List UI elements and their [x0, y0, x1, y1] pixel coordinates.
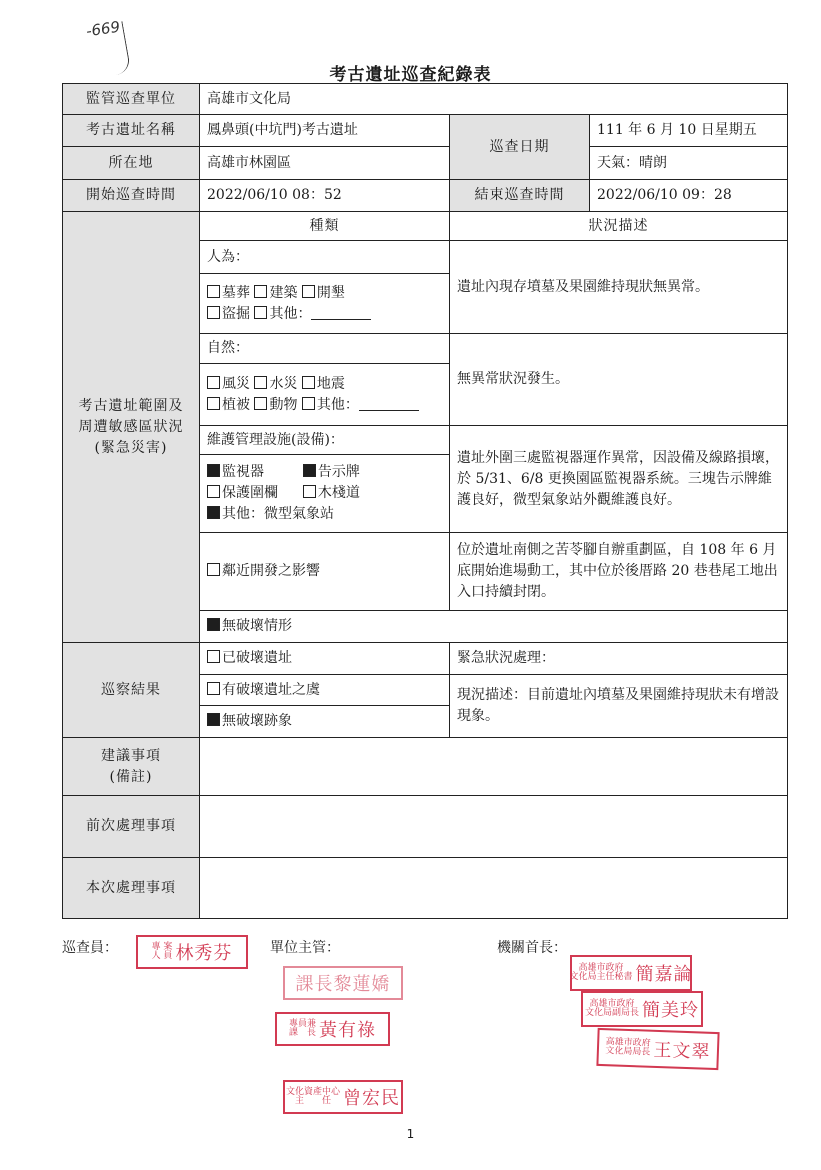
current-action-value	[200, 858, 788, 919]
end-time-label: 結束巡查時間	[450, 180, 590, 212]
nearby-development	[200, 533, 450, 611]
option-human-other: 其他：	[269, 305, 312, 322]
checkbox-flood[interactable]	[254, 376, 267, 389]
checkbox-none[interactable]	[207, 713, 220, 726]
result-none-label: 無破壞跡象	[222, 713, 292, 729]
nature-description: 無異常狀況發生。	[450, 334, 788, 426]
option-animal: 動物	[269, 396, 298, 413]
option-wind: 風災	[222, 375, 250, 392]
start-time-value: 2022/06/10 08：52	[200, 180, 450, 212]
site-value: 鳳鼻頭(中坑門)考古遺址	[200, 115, 450, 147]
unit-value: 高雄市文化局	[200, 84, 788, 115]
nature-other-blank	[359, 398, 419, 411]
checkbox-cctv[interactable]	[207, 464, 220, 477]
director-stamp: 高雄市政府 文化局局長 王文翠	[596, 1028, 719, 1070]
checkbox-human-other[interactable]	[254, 306, 267, 319]
date-label: 巡查日期	[450, 115, 590, 180]
checkbox-signboard[interactable]	[303, 464, 316, 477]
suggestion-label	[63, 738, 200, 796]
human-description: 遺址內現存墳墓及果園維持現狀無異常。	[450, 241, 788, 334]
checkbox-earthquake[interactable]	[302, 376, 315, 389]
human-title: 人為：	[200, 241, 450, 274]
checkbox-animal[interactable]	[254, 397, 267, 410]
checkbox-building[interactable]	[254, 285, 267, 298]
option-fence: 保護圍欄	[222, 485, 278, 501]
end-time-value: 2022/06/10 09：28	[590, 180, 788, 212]
checkbox-risk[interactable]	[207, 682, 220, 695]
supervisor-label: 單位主管：	[270, 940, 340, 956]
emergency-handling: 緊急狀況處理：	[450, 643, 788, 675]
date-value: 111 年 6 月 10 日星期五	[590, 115, 788, 147]
specialist-stamp: 專員兼 課 長 黃有祿	[275, 1012, 390, 1046]
previous-action-value	[200, 796, 788, 858]
type-column-header: 種類	[200, 212, 450, 241]
option-signboard: 告示牌	[317, 464, 360, 480]
option-earthquake: 地震	[316, 375, 345, 392]
deputy-director-stamp: 高雄市政府 文化局副局長 簡美玲	[581, 991, 703, 1027]
option-flood: 水災	[269, 375, 298, 392]
no-damage-label: 無破壞情形	[222, 618, 292, 634]
current-action-label: 本次處理事項	[63, 858, 200, 919]
checkbox-cultivation[interactable]	[302, 285, 315, 298]
option-cctv: 監視器	[222, 464, 264, 480]
result-destroyed	[200, 643, 450, 675]
result-none	[200, 706, 450, 738]
checkbox-looting[interactable]	[207, 306, 220, 319]
weather-value: 天氣：晴朗	[590, 147, 788, 180]
inspector-stamp: 專 案 人 員 林秀芬	[136, 935, 248, 969]
nearby-description: 位於遺址南側之苦苓腳自辦重劃區，自 108 年 6 月底開始進場動工，其中位於後厝路 20 巷巷尾工地出入口持續封閉。	[450, 533, 788, 611]
unit-label: 監管巡查單位	[63, 84, 200, 115]
location-value: 高雄市林園區	[200, 147, 450, 180]
inspector-label: 巡查員：	[62, 940, 118, 956]
scope-label-line3: (緊急災害)	[94, 439, 168, 456]
checkbox-vegetation[interactable]	[207, 397, 220, 410]
option-burial: 墓葬	[222, 284, 250, 301]
checkbox-fence[interactable]	[207, 485, 220, 498]
previous-action-label: 前次處理事項	[63, 796, 200, 858]
inspection-form-table	[62, 83, 788, 919]
form-title: 考古遺址巡查紀錄表	[329, 65, 492, 85]
human-other-blank	[311, 307, 371, 320]
facility-options	[200, 455, 450, 533]
start-time-label: 開始巡查時間	[63, 180, 200, 212]
option-vegetation: 植被	[222, 396, 250, 413]
suggestion-value	[200, 738, 788, 796]
suggestion-label-line2: (備註)	[109, 768, 153, 785]
result-risk	[200, 675, 450, 706]
head-label: 機關首長：	[497, 940, 567, 956]
current-status: 現況描述：目前遺址內墳墓及果園維持現狀未有增設現象。	[450, 675, 788, 738]
location-label: 所在地	[63, 147, 200, 180]
facility-title: 維護管理設施(設備)：	[200, 426, 450, 455]
suggestion-label-line1: 建議事項	[101, 747, 161, 764]
scope-label	[63, 212, 200, 643]
checkbox-wind[interactable]	[207, 376, 220, 389]
option-looting: 盜掘	[222, 305, 250, 322]
option-facility-other: 其他：微型氣象站	[222, 506, 334, 522]
result-label: 巡察結果	[63, 643, 200, 738]
human-options	[200, 274, 450, 334]
scope-label-line1: 考古遺址範圍及	[78, 397, 184, 414]
scope-label-line2: 周遭敏感區狀況	[78, 418, 184, 435]
result-risk-label: 有破壞遺址之虞	[222, 681, 320, 698]
facility-description: 遺址外圍三處監視器運作異常，因設備及線路損壞，於 5/31、6/8 更換園區監視器系統。三塊告示牌維護良好，微型氣象站外觀維護良好。	[450, 426, 788, 533]
checkbox-boardwalk[interactable]	[303, 485, 316, 498]
nature-options	[200, 364, 450, 426]
option-cultivation: 開墾	[316, 284, 345, 301]
option-boardwalk: 木棧道	[317, 485, 360, 501]
checkbox-facility-other[interactable]	[207, 506, 220, 519]
status-column-header: 狀況描述	[450, 212, 788, 241]
section-chief-stamp: 課長黎蓮嬌	[283, 966, 403, 1000]
no-damage-row	[200, 611, 788, 643]
page-number: 1	[406, 1127, 415, 1141]
checkbox-nature-other[interactable]	[302, 397, 315, 410]
checkbox-burial[interactable]	[207, 285, 220, 298]
center-director-stamp: 文化資產中心 主 任 曾宏民	[283, 1080, 403, 1114]
checkbox-nearby[interactable]	[207, 563, 220, 576]
option-building: 建築	[269, 284, 298, 301]
checkbox-destroyed[interactable]	[207, 650, 220, 663]
secretary-stamp: 高雄市政府 文化局主任秘書 簡嘉論	[570, 955, 692, 991]
result-destroyed-label: 已破壞遺址	[222, 650, 292, 666]
handwritten-note: -669	[84, 17, 122, 41]
nearby-label: 鄰近開發之影響	[222, 563, 320, 579]
site-label: 考古遺址名稱	[63, 115, 200, 147]
option-nature-other: 其他：	[316, 396, 359, 413]
nature-title: 自然：	[200, 334, 450, 364]
checkbox-no-damage[interactable]	[207, 618, 220, 631]
